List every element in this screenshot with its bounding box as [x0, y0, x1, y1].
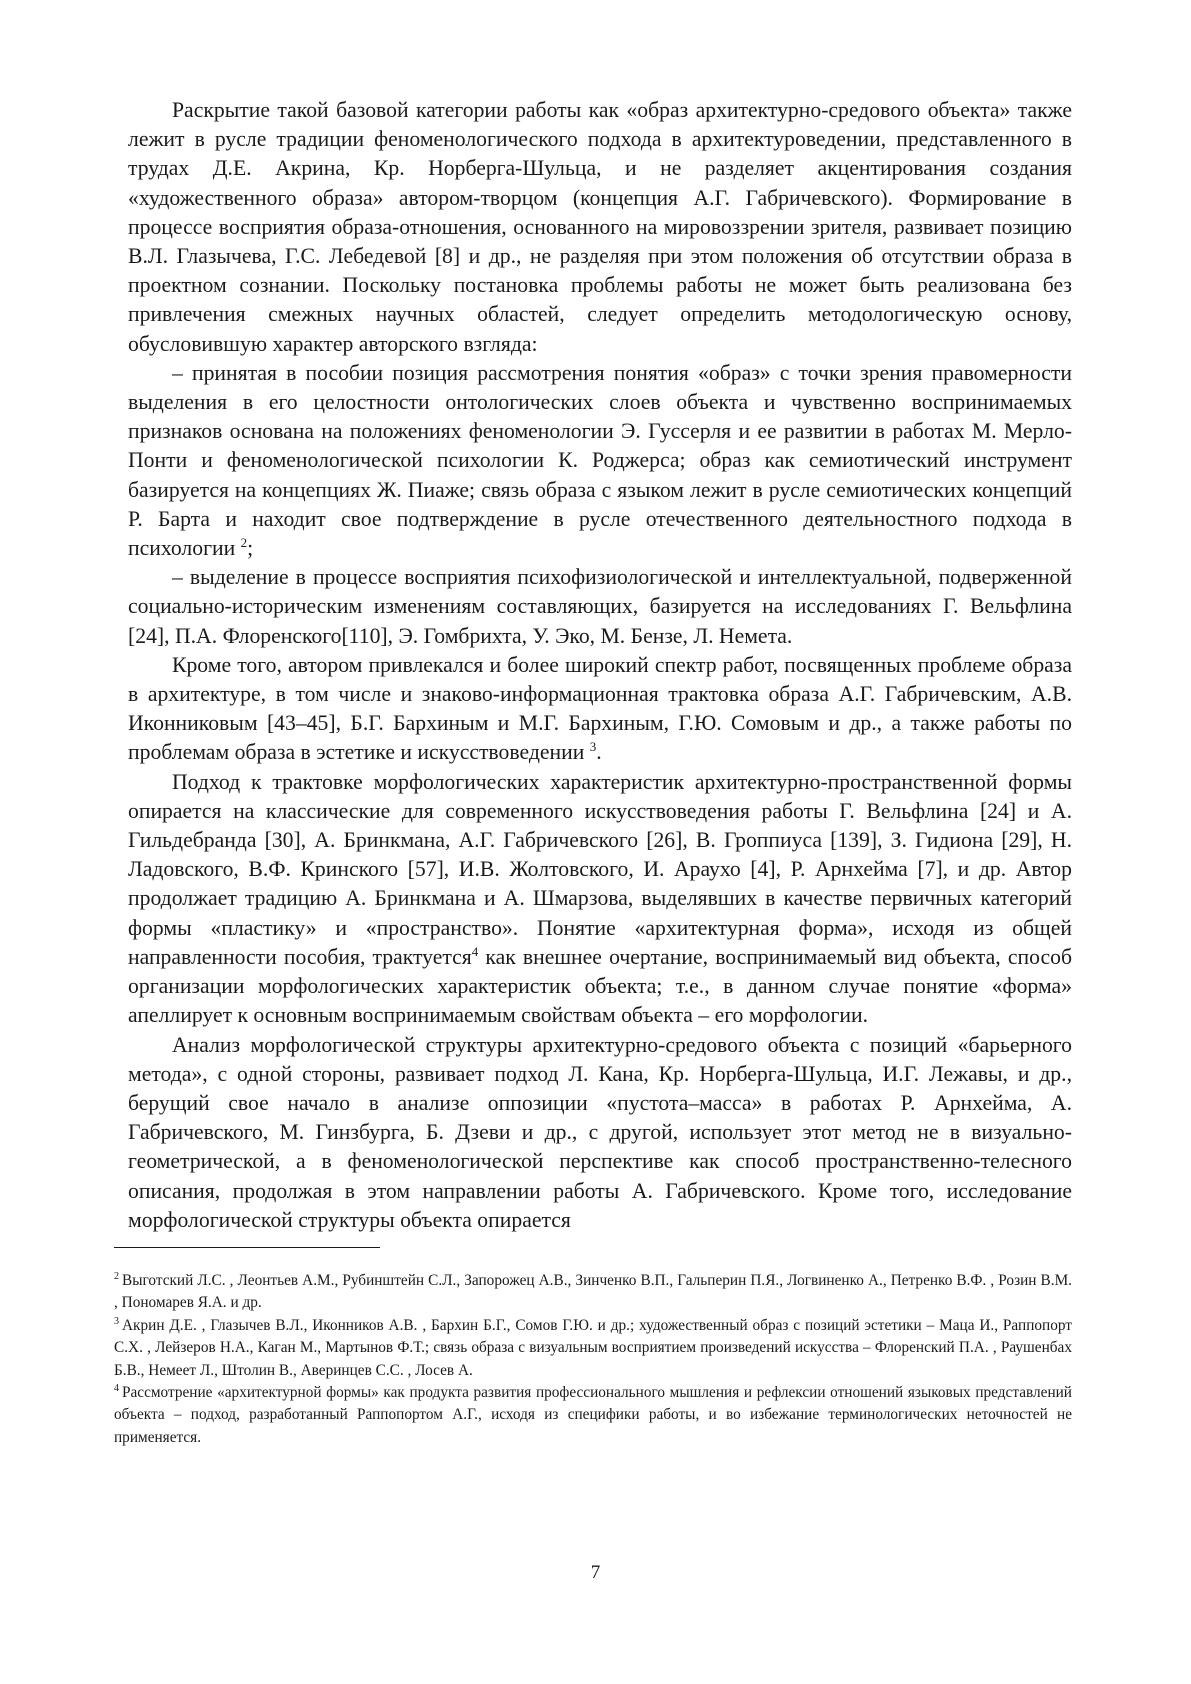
paragraph-5-end: как внешнее очертание, воспринимаемый вид объекта, способ организации морфологических характеристик объекта; т.е., в данном случае понятие «форма» апеллирует к основным воспринимаемым свойствам объекта – его морфологии. — [128, 944, 1072, 1028]
footnote-separator — [114, 1247, 380, 1248]
footnote-4 — [114, 1382, 1072, 1449]
footnote-2-text: Выготский Л.С. , Леонтьев А.М., Рубинштейн С.Л., Запорожец А.В., Зинченко В.П., Гальперин П.Я., Логвиненко А., Петренко В.Ф. , Розин В.М. , Пономарев Я.А. и др. — [114, 1272, 1072, 1312]
main-text — [128, 96, 1072, 1235]
paragraph-2 — [128, 359, 1072, 563]
page-number: 7 — [590, 1562, 601, 1583]
paragraph-6: Анализ морфологической структуры архитектурно-средового объекта с позиций «барьерного метода», с одной стороны, развивает подход Л. Кана, Кр. Норберга-Шульца, И.Г. Лежавы, и др., берущий свое начало в анализе оппозиции «пустота–масса» в работах Р. Арнхейма, А. Габричевского, М. Гинзбурга, Б. Дзеви и др., с другой, использует этот метод не в визуально-геометрической, а в феноменологической перспективе как способ пространственно-телесного описания, продолжая в этом направлении работы А. Габричевского. Кроме того, исследование морфологической структуры объекта опирается — [128, 1032, 1072, 1232]
footnote-3-text: Акрин Д.Е. , Глазычев В.Л., Иконников А.В. , Бархин Б.Г., Сомов Г.Ю. и др.; художественный образ с позиций эстетики – Маца И., Раппопорт С.Х. , Лейзеров Н.А., Каган М., Мартынов Ф.Т.; связь образа с визуальным восприятием произведений искусства – Флоренский П.А. , Раушенбах Б.В., Немеет Л., Штолин В., Аверинцев С.С. , Лосев А. — [114, 1316, 1072, 1379]
paragraph-4-text: Кроме того, автором привлекался и более широкий спектр работ, посвященных проблеме образа в архитектуре, в том числе и знаково-информационная трактовка образа А.Г. Габричевским, А.В. Иконниковым [43–45], Б.Г. Бархиным и М.Г. Бархиным, Г.Ю. Сомовым и др., а также работы по проблемам образа в эстетике и искусствоведении — [128, 652, 1072, 765]
footnote-ref-3[interactable]: 3 — [589, 739, 597, 755]
footnote-4-text: Рассмотрение «архитектурной формы» как продукта развития профессионального мышления и рефлексии отношений языковых представлений объекта – подход, разработанный Раппопортом А.Г., исходя из специфики работы, и во избежание терминологических неточностей не применяется. — [114, 1384, 1072, 1446]
paragraph-5 — [128, 768, 1072, 1031]
paragraph-1: Раскрытие такой базовой категории работы как «образ архитектурно-средового объекта» также лежит в русле традиции феноменологического подхода в архитектуроведении, представленного в трудах Д.Е. Акрина, Кр. Норберга-Шульца, и не разделяет акцентирования создания «художественного образа» автором-творцом (концепция А.Г. Габричевского). Формирование в процессе восприятия образа-отношения, основанного на мировоззрении зрителя, развивает позицию В.Л. Глазычева, Г.С. Лебедевой [8] и др., не разделяя при этом положения об отсутствии образа в проектном сознании. Поскольку постановка проблемы работы не может быть реализована без привлечения смежных научных областей, следует определить методологическую основу, обусловившую характер авторского взгляда: — [128, 98, 1072, 356]
footnote-3 — [114, 1315, 1072, 1382]
footnote-4-number: 4 — [114, 1382, 119, 1394]
footnote-ref-4[interactable]: 4 — [471, 943, 479, 959]
paragraph-3: – выделение в процессе восприятия психофизиологической и интеллектуальной, подверженной социально-историческим изменениям составляющих, базируется на исследованиях Г. Вельфлина [24], П.А. Флоренского[110], Э. Гомбрихта, У. Эко, М. Бензе, Л. Немета. — [128, 565, 1072, 648]
footnote-ref-2[interactable]: 2 — [240, 534, 248, 550]
paragraph-4-end: . — [596, 740, 602, 765]
footnote-2-number: 2 — [114, 1270, 119, 1282]
paragraph-2-text: – принятая в пособии позиция рассмотрения понятия «образ» с точки зрения правомерности выделения в его целостности онтологических слоев объекта и чувственно воспринимаемых признаков основана на положениях феноменологии Э. Гуссерля и ее развитии в работах М. Мерло-Понти и феноменологической психологии К. Роджерса; образ как семиотический инструмент базируется на концепциях Ж. Пиаже; связь образа с языком лежит в русле семиотических концепций Р. Барта и находит свое подтверждение в русле отечественного деятельностного подхода в психологии — [128, 360, 1072, 561]
paragraph-4 — [128, 651, 1072, 768]
paragraph-2-end: ; — [247, 536, 254, 561]
footnotes — [114, 1270, 1072, 1449]
footnote-3-number: 3 — [114, 1315, 119, 1327]
paragraph-5-text: Подход к трактовке морфологических характеристик архитектурно-пространственной формы опирается на классические для современного искусствоведения работы Г. Вельфлина [24] и А. Гильдебранда [30], А. Бринкмана, А.Г. Габричевского [26], В. Гроппиуса [139], З. Гидиона [29], Н. Ладовского, В.Ф. Кринского [57], И.В. Жолтовского, И. Араухо [4], Р. Арнхейма [7], и др. Автор продолжает традицию А. Бринкмана и А. Шмарзова, выделявших в качестве первичных категорий формы «пластику» и «пространство». Понятие «архитектурная форма», исходя из общей направленности пособия, трактуется — [128, 769, 1072, 969]
footnote-2 — [114, 1270, 1072, 1315]
